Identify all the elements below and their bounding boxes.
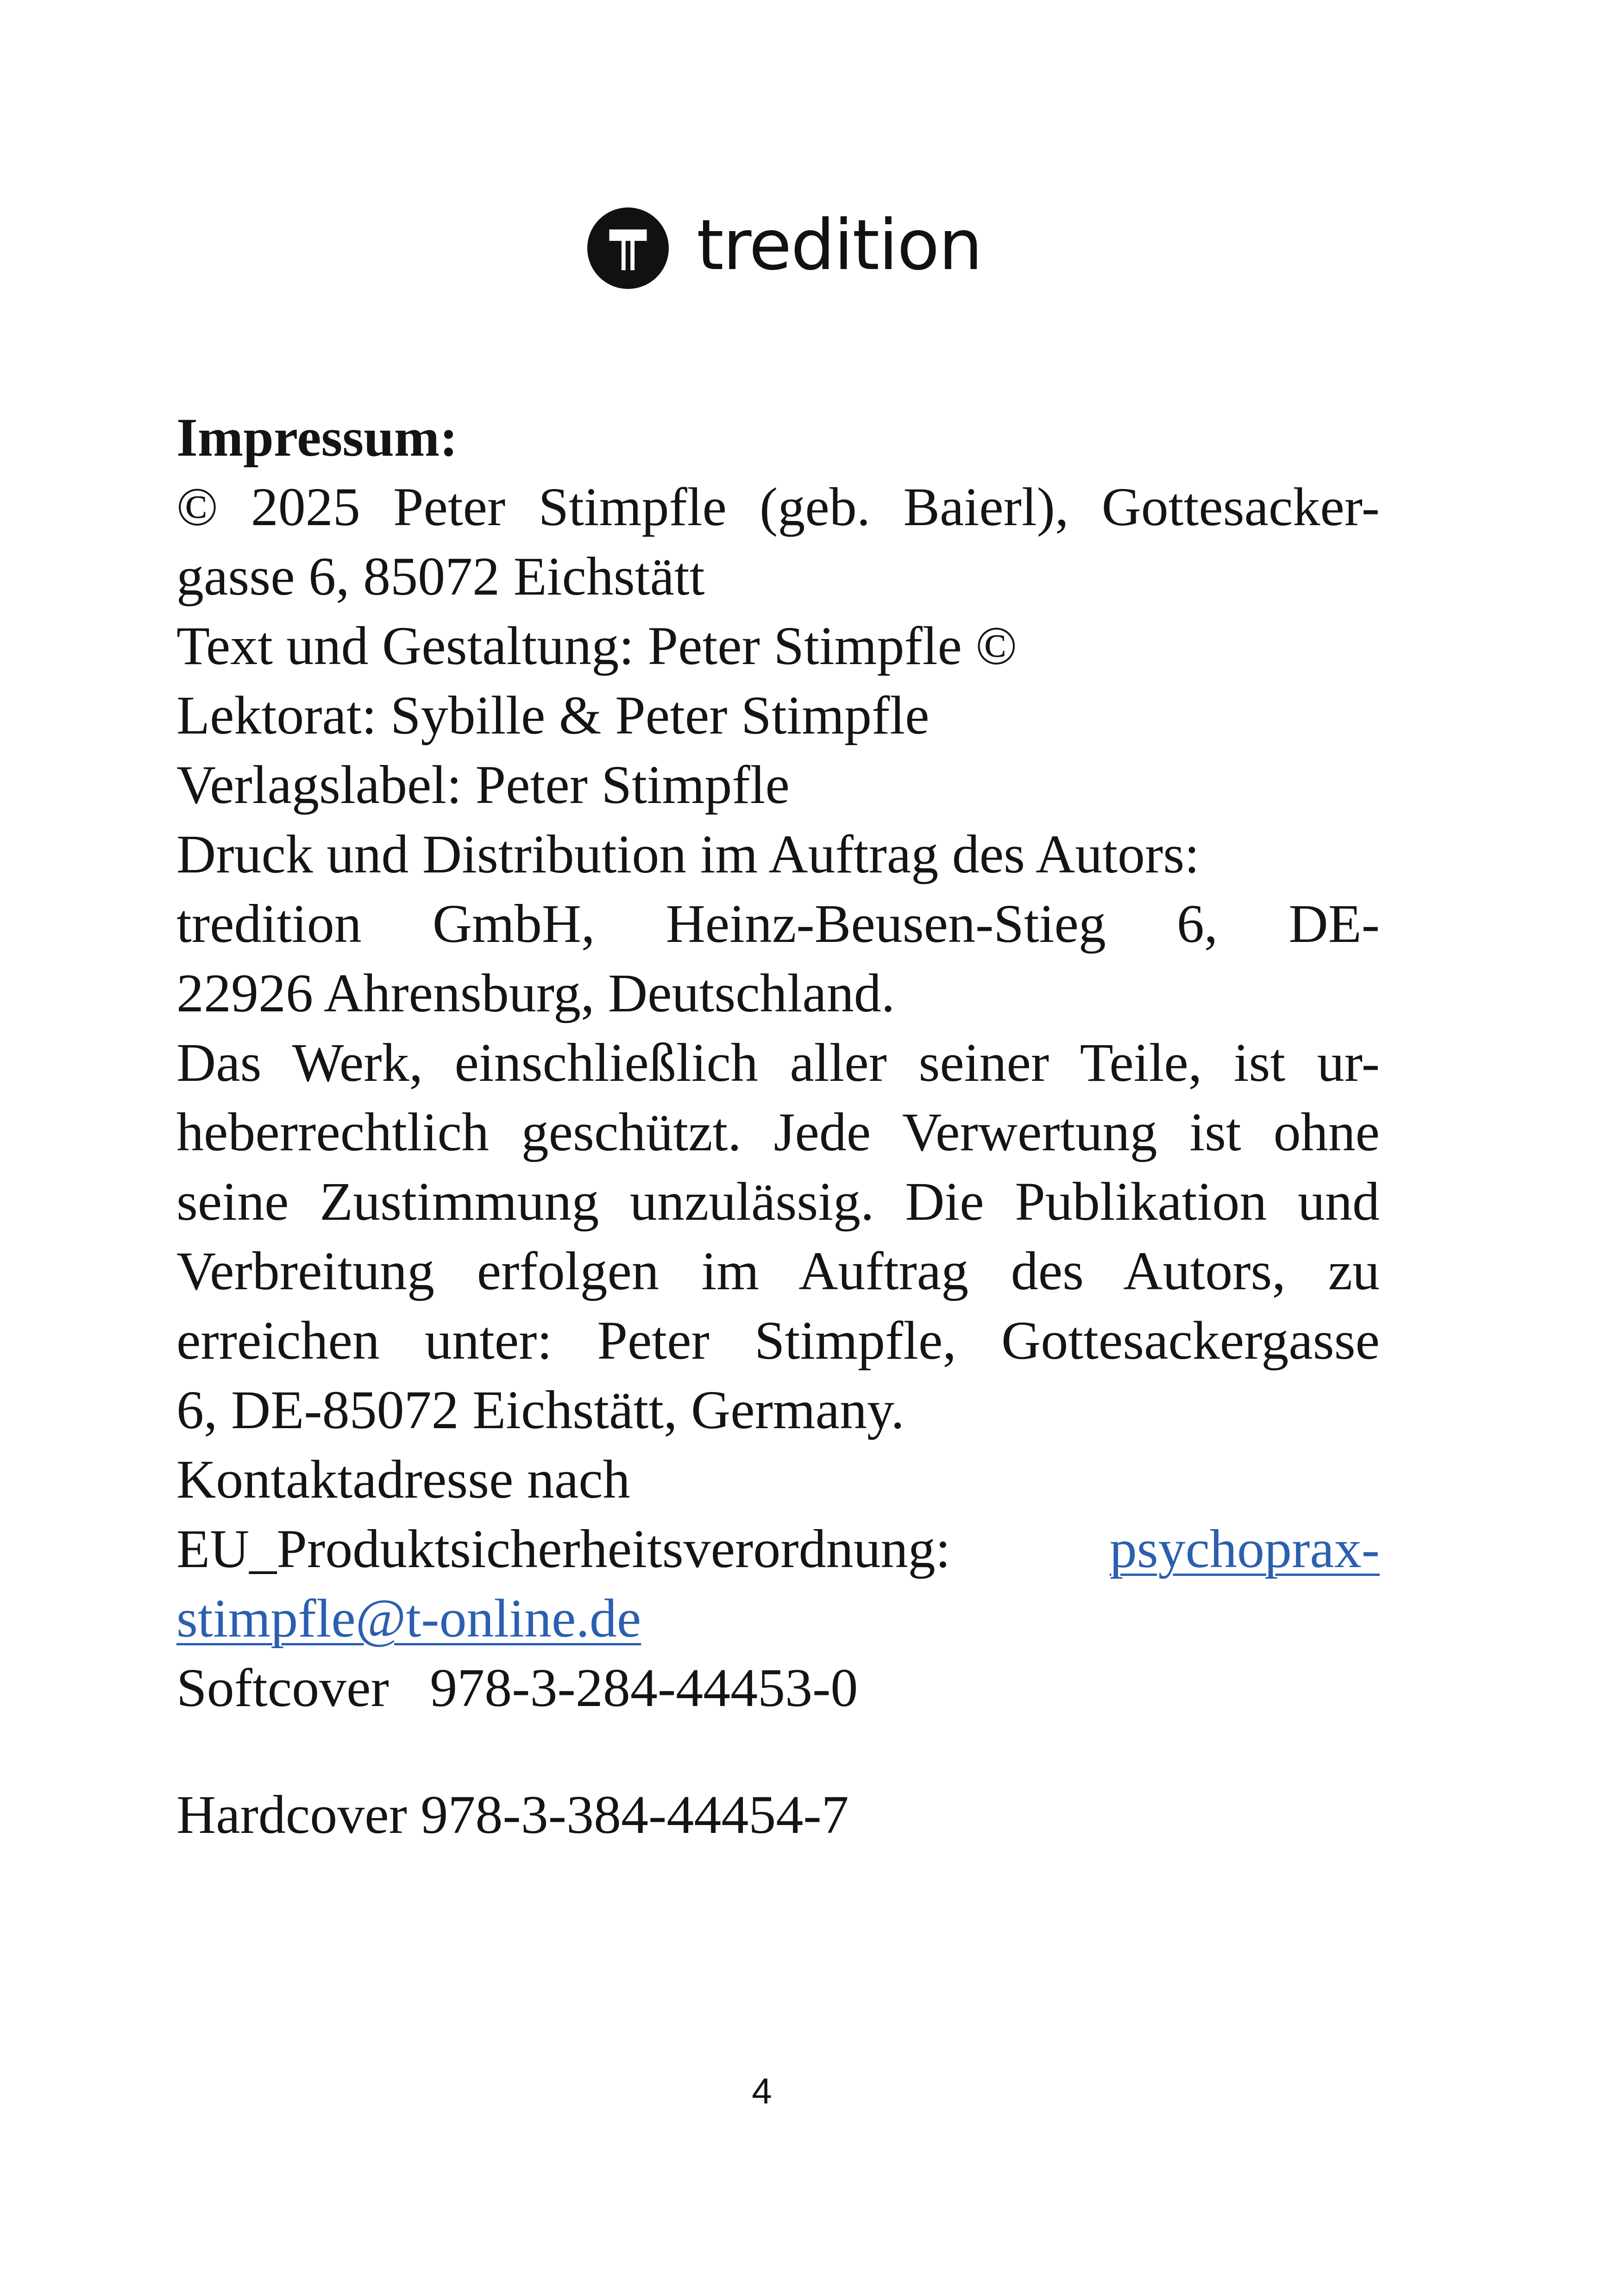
contact-line-3 — [176, 1584, 1380, 1653]
logo-wordmark: tredition — [697, 205, 982, 286]
rights-line-5: erreichen unter: Peter Stimpfle, Gottesackergasse — [176, 1310, 1380, 1371]
softcover-isbn: Softcover 978-3-284-44453-0 — [176, 1657, 858, 1718]
contact-line-1: Kontaktadresse nach — [176, 1449, 630, 1510]
spacer — [176, 1723, 1380, 1780]
contact-line-2 — [176, 1514, 1380, 1584]
tredition-logo-icon — [587, 207, 669, 289]
rights-line-4: Verbreitung erfolgen im Auftrag des Autors, zu — [176, 1241, 1380, 1301]
print-line-2: tredition GmbH, Heinz-Beusen-Stieg 6, DE- — [176, 893, 1380, 954]
editing-credit: Lektorat: Sybille & Peter Stimpfle — [176, 685, 930, 746]
rights-line-6: 6, DE-85072 Eichstätt, Germany. — [176, 1380, 905, 1440]
imprint-section — [176, 403, 1380, 1850]
email-link-part-1[interactable]: psychoprax- — [1109, 1518, 1380, 1579]
print-line-1: Druck und Distribution im Auftrag des Autors: — [176, 824, 1200, 885]
email-link-part-2[interactable]: stimpfle@t-online.de — [176, 1588, 641, 1649]
imprint-heading: Impressum: — [176, 407, 458, 468]
rights-line-2: heberrechtlich geschützt. Jede Verwertung ist ohne — [176, 1102, 1380, 1162]
design-credit: Text und Gestaltung: Peter Stimpfle © — [176, 615, 1018, 676]
print-line-3: 22926 Ahrensburg, Deutschland. — [176, 963, 895, 1023]
rights-line-1: Das Werk, einschließlich aller seiner Teile, ist ur- — [176, 1032, 1380, 1093]
copyright-line-2: gasse 6, 85072 Eichstätt — [176, 546, 705, 607]
copyright-line-1: © 2025 Peter Stimpfle (geb. Baierl), Gottesacker- — [176, 477, 1380, 537]
rights-line-3: seine Zustimmung unzulässig. Die Publikation und — [176, 1171, 1380, 1232]
contact-label: EU_Produktsicherheitsverordnung: — [176, 1518, 951, 1579]
tredition-logo — [587, 207, 982, 290]
page-number: 4 — [752, 2070, 772, 2111]
hardcover-isbn: Hardcover 978-3-384-44454-7 — [176, 1784, 849, 1845]
publisher-label: Verlagslabel: Peter Stimpfle — [176, 754, 790, 815]
